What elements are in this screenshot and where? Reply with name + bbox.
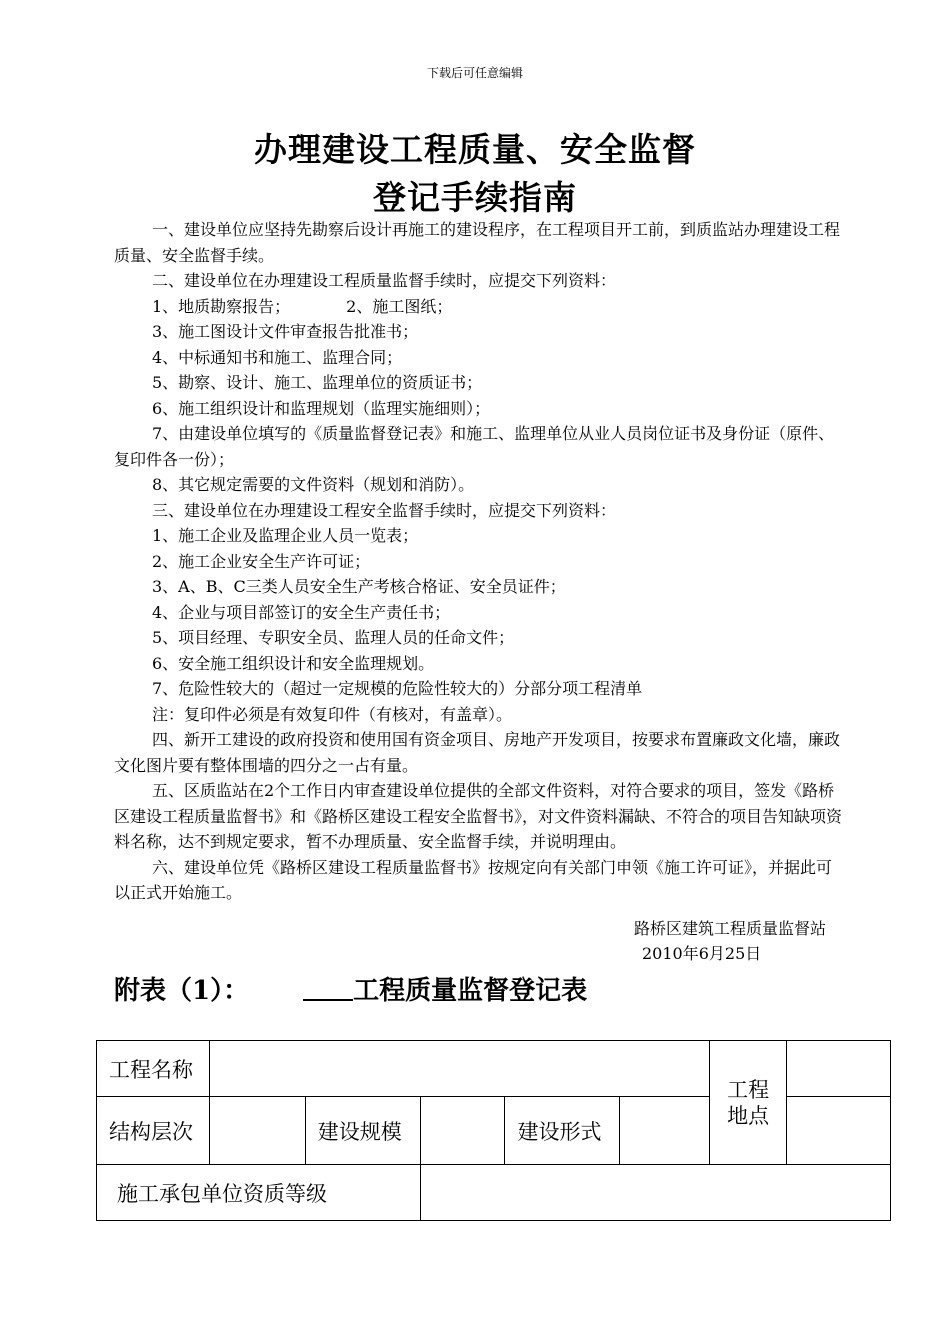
signature-org: 路桥区建筑工程质量监督站 [633,919,826,938]
construction-form-label: 建设形式 [505,1097,620,1165]
guide-body [114,217,844,906]
note: 注：复印件必须是有效复印件（有核对，有盖章）。 [152,704,513,724]
construction-form-cell[interactable] [620,1097,710,1165]
construction-scale-label: 建设规模 [305,1097,420,1165]
annex-title: 工程质量监督登记表 [353,976,588,1006]
paragraph: 二、建设单位在办理建设工程质量监督手续时，应提交下列资料： [152,271,617,290]
project-location-label [710,1041,787,1165]
list-item: 4、中标通知书和施工、监理合同； [152,347,403,367]
paragraph: 三、建设单位在办理建设工程安全监督手续时，应提交下列资料： [152,500,617,520]
list-item: 1、施工企业及监理企业人员一览表； [152,526,419,545]
list-item: 2、施工企业安全生产许可证； [152,551,371,571]
list-item: 5、勘察、设计、施工、监理单位的资质证书； [152,373,483,392]
annex-label: 附表（1）： [114,976,250,1006]
signature-date: 2010年6月25日 [642,944,762,963]
annex-heading [114,970,587,1007]
project-location-cell-top[interactable] [787,1041,891,1097]
header-note: 下载后可任意编辑 [426,66,523,80]
list-item: 3、A、B、C三类人员安全生产考核合格证、安全员证件； [152,577,566,596]
paragraph: 五、区质监站在2个工作日内审查建设单位提供的全部文件资料，对符合要求的项目，签发《路桥区建设工程质量监督书》和《路桥区建设工程安全监督书》，对文件资料漏缺、不符合的项目告知缺项资料名称，达不到规定要求，暂不办理质量、安全监督手续，并说明理由。 [114,781,843,851]
list-item: 6、施工组织设计和监理规划（监理实施细则）； [152,398,491,418]
structure-floors-label: 结构层次 [97,1097,210,1165]
project-name-cell[interactable] [209,1041,709,1097]
list-item: 5、项目经理、专职安全员、监理人员的任命文件； [152,628,515,647]
annex-blank-line[interactable] [303,973,353,1001]
paragraph: 四、新开工建设的政府投资和使用国有资金项目、房地产开发项目，按要求布置廉政文化墙，廉政文化图片要有整体围墙的四分之一占有量。 [114,730,841,775]
structure-floors-cell[interactable] [209,1097,305,1165]
list-item: 6、安全施工组织设计和安全监理规划。 [152,653,435,673]
page-title-line2: 登记手续指南 [373,178,577,217]
project-location-label-line2: 地点 [727,1103,770,1128]
page-title-line1: 办理建设工程质量、安全监督 [254,130,696,169]
list-item: 7、危险性较大的（超过一定规模的危险性较大的）分部分项工程清单 [152,679,643,698]
list-item: 7、由建设单位填写的《质量监督登记表》和施工、监理单位从业人员岗位证书及身份证（原件、复印件各一份）； [114,424,835,469]
project-name-label: 工程名称 [97,1041,210,1097]
construction-scale-cell[interactable] [420,1097,505,1165]
registration-table [96,1040,891,1221]
paragraph: 六、建设单位凭《路桥区建设工程质量监督书》按规定向有关部门申领《施工许可证》，并据此可以正式开始施工。 [114,857,833,902]
contractor-qualification-cell[interactable] [420,1165,890,1221]
list-item: 3、施工图设计文件审查报告批准书； [152,322,419,341]
project-location-label-line1: 工程 [727,1077,770,1102]
project-location-cell-bottom[interactable] [787,1097,891,1165]
list-item: 4、企业与项目部签订的安全生产责任书； [152,602,451,622]
list-item: 8、其它规定需要的文件资料（规划和消防）。 [152,475,475,494]
list-item: 1、地质勘察报告； 2、施工图纸； [152,296,453,316]
contractor-qualification-label: 施工承包单位资质等级 [97,1165,421,1221]
paragraph: 一、建设单位应坚持先勘察后设计再施工的建设程序，在工程项目开工前，到质监站办理建设工程质量、安全监督手续。 [114,220,841,265]
